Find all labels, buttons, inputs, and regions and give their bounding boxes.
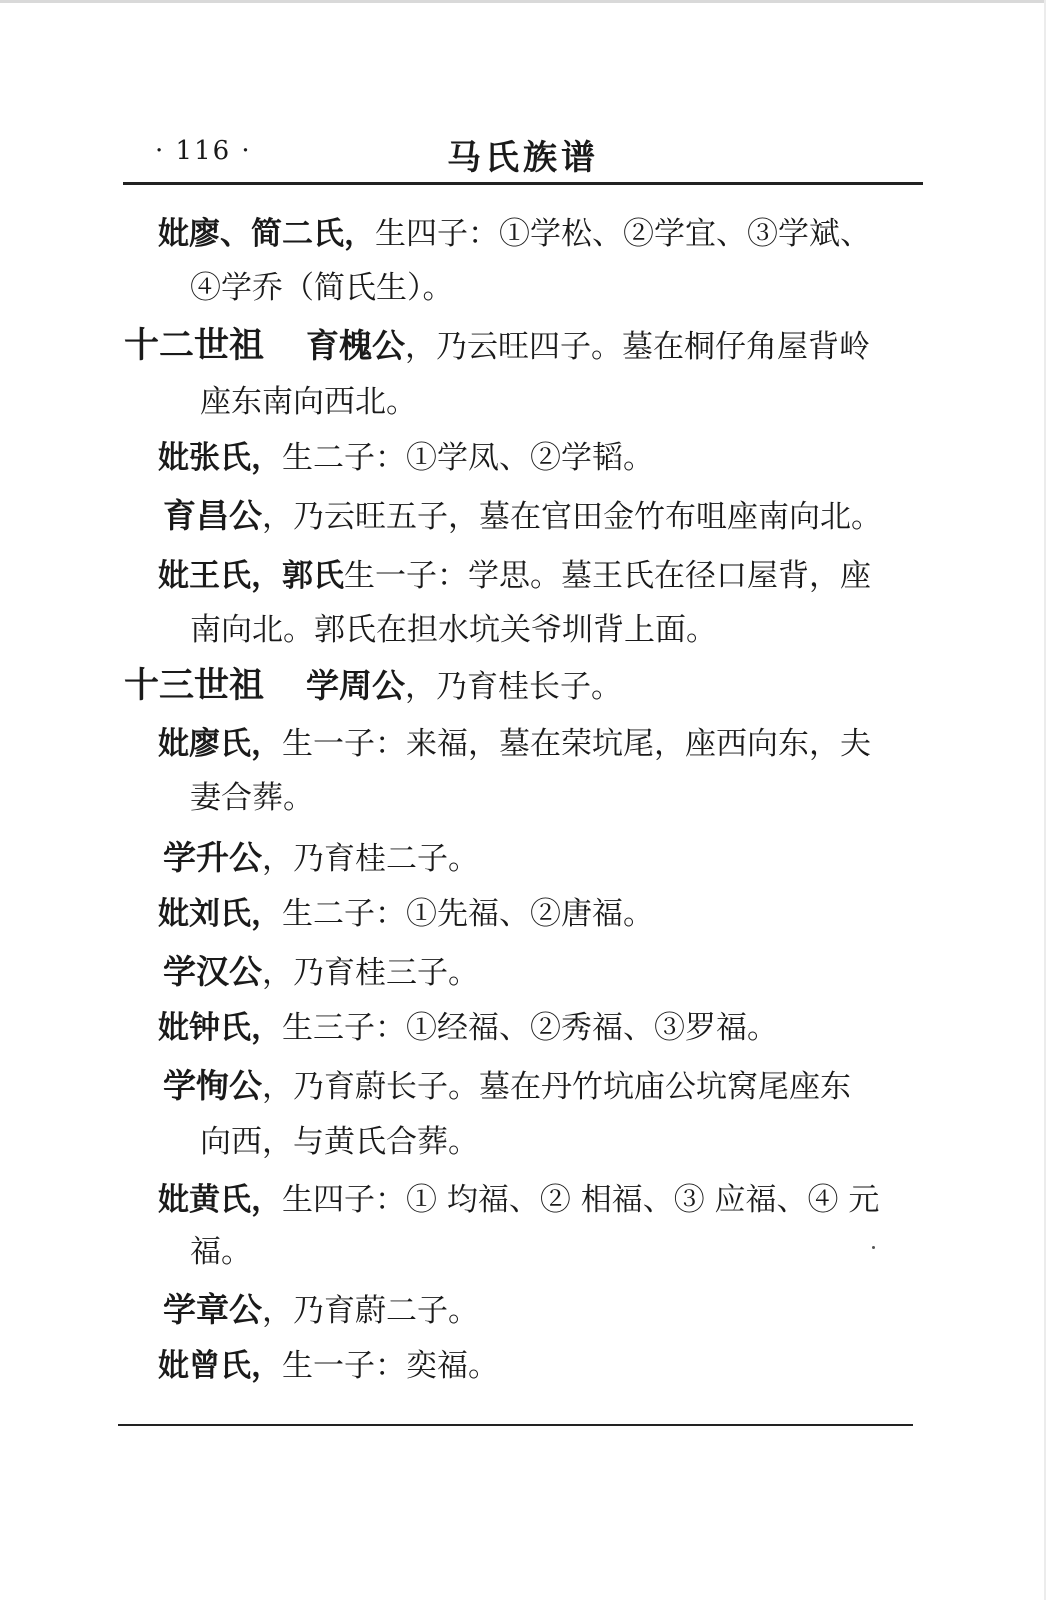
spouse-label: 妣刘氏， — [158, 896, 282, 932]
line-text: ④学乔（简氏生）。 — [190, 270, 454, 306]
line-text: 生二子：①学凤、②学韬。 — [282, 440, 654, 476]
text-line — [158, 894, 654, 934]
spouse-label: 妣黄氏， — [158, 1182, 282, 1218]
line-text: ，乃育蔚长子。墓在丹竹坑庙公坑窝尾座东 — [262, 1069, 851, 1105]
generation-label: 十二世祖 — [124, 326, 265, 366]
spouse-label: 妣钟氏， — [158, 1010, 282, 1046]
scan-edge — [0, 0, 1046, 3]
text-line — [158, 438, 654, 478]
text-line — [163, 952, 479, 993]
line-text: 生一子：奕福。 — [282, 1348, 499, 1384]
page-number: · 116 · — [155, 136, 252, 166]
spouse-label: 妣张氏， — [158, 440, 282, 476]
text-line — [158, 1008, 778, 1048]
speck — [872, 1246, 875, 1249]
line-text: 福。 — [190, 1234, 252, 1270]
line-text: 座东南向西北。 — [200, 384, 417, 420]
line-text: 妻合葬。 — [190, 780, 314, 816]
line-text: ，乃育桂二子。 — [262, 841, 479, 877]
text-line — [158, 556, 871, 596]
line-text: ，乃育蔚二子。 — [262, 1293, 479, 1329]
spouse-label: 妣廖氏， — [158, 726, 282, 762]
text-line — [158, 1346, 499, 1386]
text-line — [200, 382, 417, 422]
ancestor-name: 育槐公 — [306, 326, 406, 365]
line-text: 生一子：来福，墓在荣坑尾，座西向东，夫 — [282, 726, 871, 762]
line-text: 生三子：①经福、②秀福、③罗福。 — [282, 1010, 778, 1046]
generation-label: 十三世祖 — [124, 666, 265, 706]
line-text: ，乃云旺四子。墓在桐仔角屋背岭 — [405, 329, 871, 365]
text-line — [163, 838, 479, 879]
line-text: 生二子：①先福、②唐福。 — [282, 896, 654, 932]
ancestor-name: 学升公 — [163, 838, 262, 877]
text-line — [200, 1122, 479, 1162]
spouse-label: 妣曾氏， — [158, 1348, 282, 1384]
ancestor-name: 学汉公 — [163, 952, 262, 991]
line-text: ，乃育桂三子。 — [262, 955, 479, 991]
ancestor-name: 育昌公 — [163, 496, 262, 535]
text-line — [163, 1066, 851, 1107]
footer-rule — [118, 1424, 913, 1426]
text-line — [163, 1290, 479, 1331]
page-title: 马氏族谱 — [447, 138, 599, 178]
ancestor-name: 学周公 — [306, 666, 406, 705]
ancestor-name: 学章公 — [163, 1290, 262, 1329]
line-text: 生四子：① 均福、② 相福、③ 应福、④ 元 — [282, 1182, 880, 1218]
spouse-label: 妣廖、简二氏， — [158, 216, 375, 252]
line-text: ，乃育桂长子。 — [405, 669, 623, 705]
line-text: ，乃云旺五子，墓在官田金竹布咀座南向北。 — [262, 499, 882, 535]
text-line — [190, 778, 314, 818]
ancestor-name: 学恂公 — [163, 1066, 262, 1105]
line-text: 生一子：学思。墓王氏在径口屋背，座 — [344, 558, 871, 594]
text-line — [158, 1180, 879, 1220]
header-rule — [123, 182, 923, 185]
line-text: 向西，与黄氏合葬。 — [200, 1124, 479, 1160]
text-line — [190, 610, 717, 650]
text-line — [163, 496, 882, 537]
generation-line — [124, 666, 622, 707]
spouse-label: 妣王氏，郭氏 — [158, 558, 344, 594]
generation-line — [124, 326, 870, 367]
text-line — [190, 268, 454, 308]
line-text: 南向北。郭氏在担水坑关爷圳背上面。 — [190, 612, 717, 648]
line-text: 生四子：①学松、②学宜、③学斌、 — [375, 216, 871, 252]
text-line — [158, 214, 871, 254]
text-line — [158, 724, 871, 764]
text-line — [190, 1232, 252, 1272]
